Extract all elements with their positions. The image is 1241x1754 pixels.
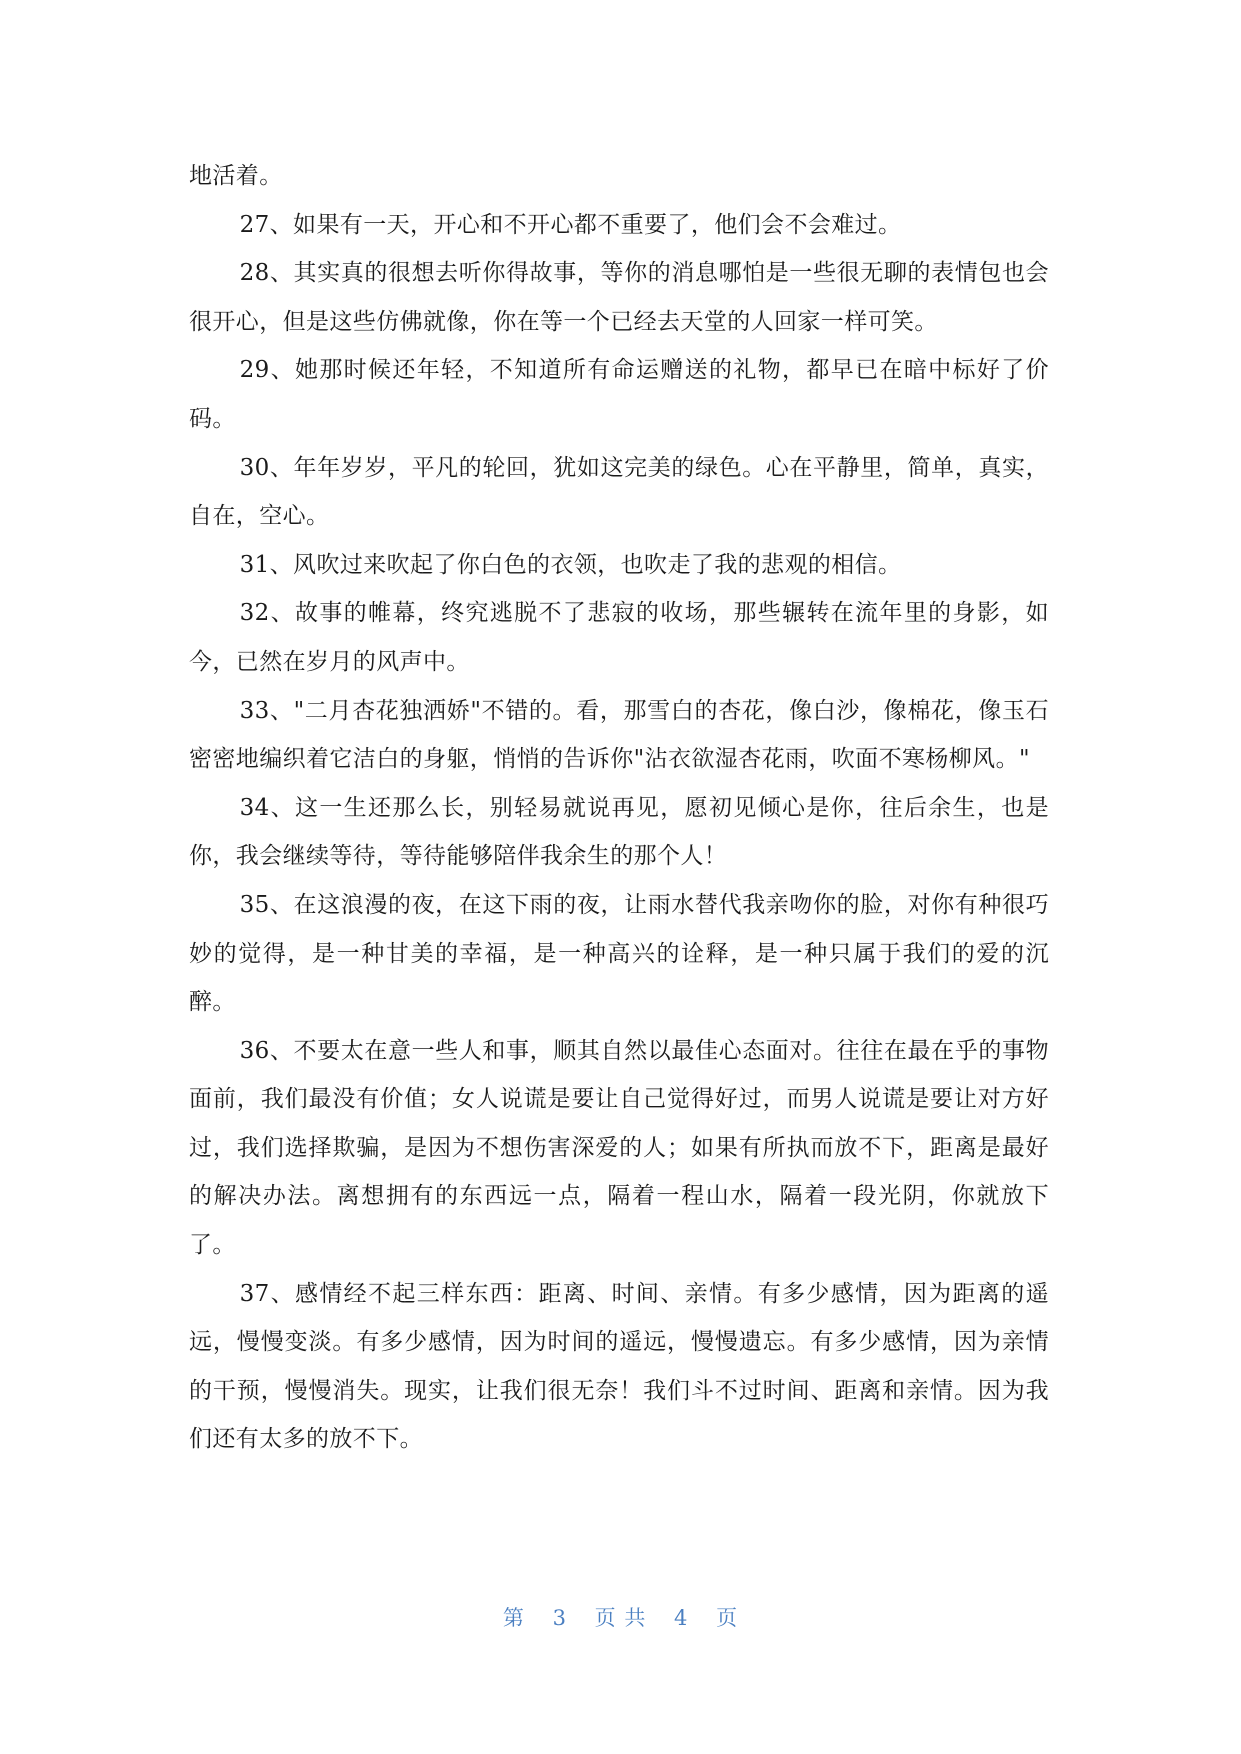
footer-label-total: 页 共 — [594, 1606, 647, 1630]
page-number-footer — [0, 1602, 1241, 1632]
paragraph: 34、这一生还那么长，别轻易就说再见，愿初见倾心是你，往后余生，也是你，我会继续等待，等待能够陪伴我余生的那个人！ — [189, 794, 1049, 870]
paragraph: 28、其实真的很想去听你得故事，等你的消息哪怕是一些很无聊的表情包也会很开心，但是这些仿佛就像，你在等一个已经去天堂的人回家一样可笑。 — [189, 260, 1049, 335]
paragraph: 35、在这浪漫的夜，在这下雨的夜，让雨水替代我亲吻你的脸，对你有种很巧妙的觉得，是一种甘美的幸福，是一种高兴的诠释，是一种只属于我们的爱的沉醉。 — [189, 891, 1049, 1016]
paragraph: 32、故事的帷幕，终究逃脱不了悲寂的收场，那些辗转在流年里的身影，如今，已然在岁月的风声中。 — [189, 600, 1049, 675]
paragraph: 29、她那时候还年轻，不知道所有命运赠送的礼物，都早已在暗中标好了价码。 — [189, 357, 1049, 432]
footer-label-page: 第 — [502, 1606, 525, 1630]
paragraph: 27、如果有一天，开心和不开心都不重要了，他们会不会难过。 — [239, 211, 902, 238]
footer-current-page: 3 — [552, 1606, 567, 1630]
paragraph: 30、年年岁岁，平凡的轮回，犹如这完美的绿色。心在平静里，简单，真实，自在，空心。 — [189, 454, 1049, 530]
paragraph: 31、风吹过来吹起了你白色的衣领，也吹走了我的悲观的相信。 — [239, 551, 902, 578]
document-body — [189, 152, 1049, 1464]
paragraph: 地活着。 — [189, 163, 283, 189]
footer-total-pages: 4 — [674, 1606, 689, 1630]
footer-label-end: 页 — [716, 1606, 739, 1630]
paragraph: 37、感情经不起三样东西：距离、时间、亲情。有多少感情，因为距离的遥远，慢慢变淡。有多少感情，因为时间的遥远，慢慢遗忘。有多少感情，因为亲情的干预，慢慢消失。现实，让我们很无奈！我们斗不过时间、距离和亲情。因为我们还有太多的放不下。 — [189, 1280, 1049, 1453]
paragraph: 36、不要太在意一些人和事，顺其自然以最佳心态面对。往往在最在乎的事物面前，我们最没有价值；女人说谎是要让自己觉得好过，而男人说谎是要让对方好过，我们选择欺骗，是因为不想伤害深爱的人；如果有所执而放不下，距离是最好的解决办法。离想拥有的东西远一点，隔着一程山水，隔着一段光阴，你就放下了。 — [189, 1037, 1049, 1259]
paragraph: 33、"二月杏花独洒娇"不错的。看，那雪白的杏花，像白沙，像棉花，像玉石密密地编织着它洁白的身躯，悄悄的告诉你"沾衣欲湿杏花雨，吹面不寒杨柳风。" — [189, 697, 1049, 773]
